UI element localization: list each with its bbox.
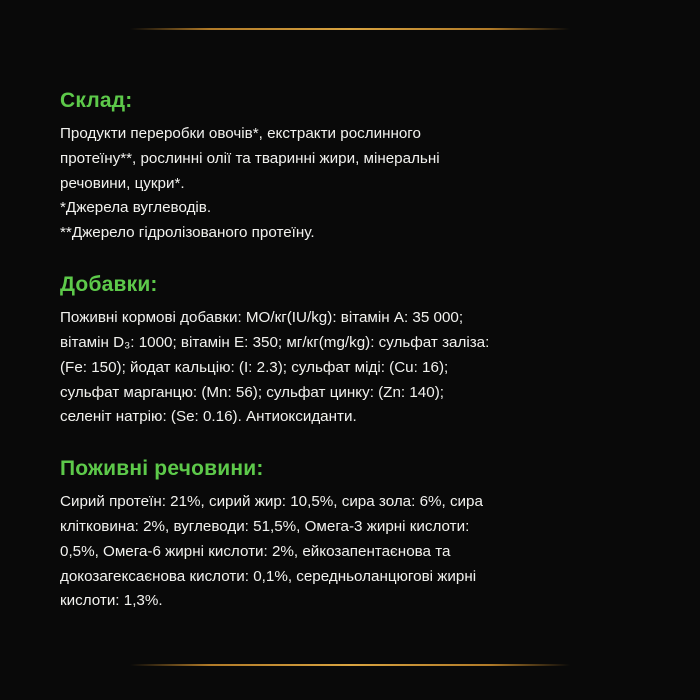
section-body-composition [60, 122, 640, 246]
section-body-additives [60, 306, 640, 430]
text-line: (Fe: 150); йодат кальцію: (I: 2.3); сульфат міді: (Cu: 16); [60, 358, 449, 376]
text-line: протеїну**, рослинні олії та тваринні жири, мінеральні [60, 149, 440, 167]
text-line: Сирий протеїн: 21%, сирий жир: 10,5%, сира зола: 6%, сира [60, 493, 483, 511]
text-line: клітковина: 2%, вуглеводи: 51,5%, Омега-3 жирні кислоти: [60, 517, 470, 535]
section-nutrients [60, 456, 648, 614]
text-line: вітамін D₃: 1000; вітамін E: 350; мг/кг(mg/kg): сульфат заліза: [60, 333, 490, 351]
section-title-composition: Склад: [60, 89, 133, 112]
text-line: *Джерела вуглеводів. [60, 199, 212, 217]
text-line: **Джерело гідролізованого протеїну. [60, 224, 315, 242]
text-line: докозагексаєнова кислоти: 0,1%, середньоланцюгові жирні [60, 567, 477, 585]
text-line: Продукти переробки овочів*, екстракти рослинного [60, 125, 421, 143]
section-body-nutrients [60, 490, 640, 614]
bottom-divider-rule [130, 664, 570, 666]
text-line: сульфат марганцю: (Mn: 56); сульфат цинку: (Zn: 140); [60, 383, 444, 401]
label-content [60, 88, 648, 614]
text-line: 0,5%, Омега-6 жирні кислоти: 2%, ейкозапентаєнова та [60, 542, 451, 560]
section-title-nutrients: Поживні речовини: [60, 457, 264, 481]
section-title-additives: Добавки: [60, 273, 158, 297]
text-line: речовини, цукри*. [60, 174, 185, 192]
section-additives [60, 272, 648, 430]
section-composition [60, 88, 648, 246]
text-line: кислоти: 1,3%. [60, 592, 163, 610]
text-line: селеніт натрію: (Se: 0.16). Антиоксиданти. [60, 408, 357, 426]
top-divider-rule [130, 28, 570, 30]
text-line: Поживні кормові добавки: МО/кг(IU/kg): вітамін A: 35 000; [60, 309, 464, 327]
